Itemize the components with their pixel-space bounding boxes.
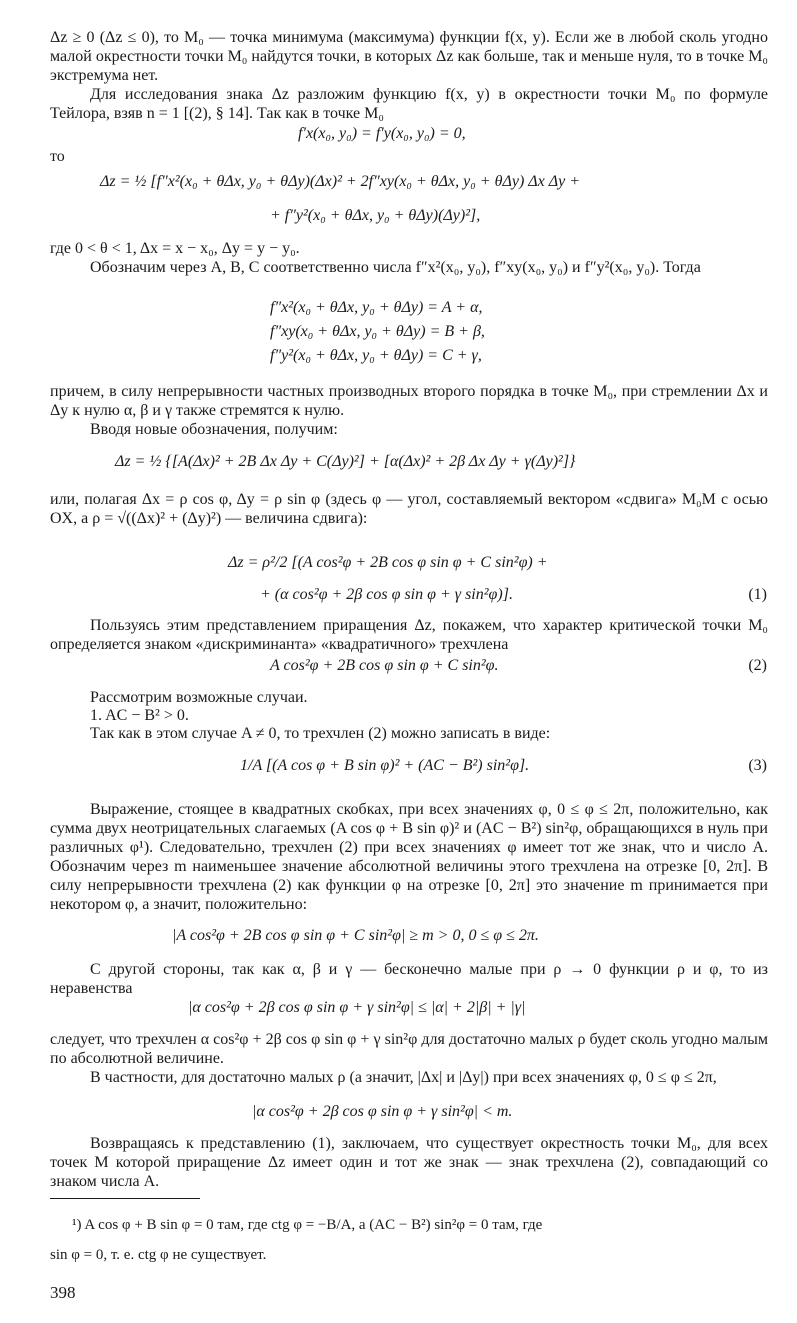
equation-min-bound: |A cos²φ + 2B cos φ sin φ + C sin²φ| ≥ m > 0, 0 ≤ φ ≤ 2π.	[172, 927, 539, 944]
page-number: 398	[50, 1283, 76, 1302]
paragraph-cases: Рассмотрим возможные случаи.	[90, 689, 308, 706]
footnote-divider	[50, 1198, 200, 1199]
paragraph-bracket-positive: Выражение, стоящее в квадратных скобках, при всех значениях φ, 0 ≤ φ ≤ 2π, положительно, как сумма двух неотрицательных слагаемых (A cos φ + B sin φ)² и (AC − B²) sin²φ, обращающихся в нуль при различных φ¹). Следовательно, трехчлен (2) при всех значениях φ имеет тот же знак, что и число A. Обозначим через m наименьшее значение абсолютной величины этого трехчлена на отрезке [0, 2π]. В силу непрерывности трехчлена (2) как функции φ на отрезке [0, 2π] это значение m принимается при некотором φ, а значит, положительно:	[50, 801, 768, 913]
word-then: то	[50, 148, 65, 165]
paragraph-polar-substitution: или, полагая Δx = ρ cos φ, Δy = ρ sin φ (здесь φ — угол, составляемый вектором «сдвига» M₀M с осью OX, а ρ = √((Δx)² + (Δy)²) — величина сдвига):	[50, 491, 768, 527]
equation-1-number: (1)	[748, 586, 767, 603]
equation-2-number: (2)	[748, 657, 767, 674]
paragraph-extremum-condition: Δz ≥ 0 (Δz ≤ 0), то M₀ — точка минимума (максимума) функции f(x, y). Если же в любой сколь угодно малой окрестности точки M₀ найдутся точки, в которых Δz как больше, так и меньше нуля, то в точке M₀ экстремума нет.	[50, 29, 768, 84]
equation-c-gamma: f″y²(x₀ + θΔx, y₀ + θΔy) = C + γ,	[270, 347, 482, 364]
paragraph-new-notation: Вводя новые обозначения, получим:	[90, 421, 338, 438]
paragraph-taylor-intro: Для исследования знака Δz разложим функцию f(x, y) в окрестности точки M₀ по формуле Тейлора, взяв n = 1 [(2), § 14]. Так как в точке M₀	[50, 86, 768, 122]
equation-taylor-line-2: + f″y²(x₀ + θΔx, y₀ + θΔy)(Δy)²],	[270, 207, 481, 224]
equation-taylor-line-1: Δz = ½ [f″x²(x₀ + θΔx, y₀ + θΔy)(Δx)² + 2f″xy(x₀ + θΔx, y₀ + θΔy) Δx Δy +	[100, 173, 581, 190]
equation-b-beta: f″xy(x₀ + θΔx, y₀ + θΔy) = B + β,	[270, 323, 485, 340]
equation-3-completed-square: 1/A [(A cos φ + B sin φ)² + (AC − B²) sin²φ].	[240, 757, 530, 774]
paragraph-denote-abc: Обозначим через A, B, C соответственно числа f″x²(x₀, y₀), f″xy(x₀, y₀) и f″y²(x₀, y₀). Тогда	[90, 259, 701, 276]
equation-2-trinomial: A cos²φ + 2B cos φ sin φ + C sin²φ.	[270, 657, 499, 674]
paragraph-continuity: причем, в силу непрерывности частных производных второго порядка в точке M₀, при стремлении Δx и Δy к нулю α, β и γ также стремятся к нулю.	[50, 383, 768, 419]
paragraph-conclusion: Возвращаясь к представлению (1), заключаем, что существует окрестность точки M₀, для всех точек M которой приращение Δz имеет один и тот же знак — знак трехчлена (2), совпадающий со знаком числа A.	[50, 1135, 768, 1190]
equation-abs-inequality: |α cos²φ + 2β cos φ sin φ + γ sin²φ| ≤ |α| + 2|β| + |γ|	[188, 999, 526, 1016]
equation-1-line-2: + (α cos²φ + 2β cos φ sin φ + γ sin²φ)].	[260, 586, 513, 603]
paragraph-discriminant: Пользуясь этим представлением приращения Δz, покажем, что характер критической точки M₀ определяется знаком «дискриминанта» «квадратичного» трехчлена	[50, 617, 768, 653]
paragraph-arbitrarily-small: следует, что трехчлен α cos²φ + 2β cos φ sin φ + γ sin²φ для достаточно малых ρ будет сколь угодно малым по абсолютной величине.	[50, 1031, 768, 1067]
equation-less-than-m: |α cos²φ + 2β cos φ sin φ + γ sin²φ| < m.	[252, 1103, 513, 1120]
equation-delta-z-expanded: Δz = ½ {[A(Δx)² + 2B Δx Δy + C(Δy)²] + [α(Δx)² + 2β Δx Δy + γ(Δy)²]}	[115, 453, 576, 470]
equation-gradient-zero: f′x(x₀, y₀) = f′y(x₀, y₀) = 0,	[298, 125, 466, 142]
paragraph-case-1-rewrite: Так как в этом случае A ≠ 0, то трехчлен (2) можно записать в виде:	[90, 725, 551, 742]
footnote-line-1: ¹) A cos φ + B sin φ = 0 там, где ctg φ = −B/A, а (AC − B²) sin²φ = 0 там, где	[72, 1217, 543, 1233]
paragraph-where-theta: где 0 < θ < 1, Δx = x − x₀, Δy = y − y₀.	[50, 240, 300, 257]
equation-1-line-1: Δz = ρ²/2 [(A cos²φ + 2B cos φ sin φ + C sin²φ) +	[228, 554, 548, 571]
equation-a-alpha: f″x²(x₀ + θΔx, y₀ + θΔy) = A + α,	[270, 299, 483, 316]
equation-3-number: (3)	[748, 757, 767, 774]
case-1-heading: 1. AC − B² > 0.	[90, 707, 189, 724]
footnote-line-2: sin φ = 0, т. е. ctg φ не существует.	[50, 1247, 267, 1263]
paragraph-small-rho: В частности, для достаточно малых ρ (а значит, |Δx| и |Δy|) при всех значениях φ, 0 ≤ φ ≤ 2π,	[90, 1069, 717, 1086]
paragraph-infinitesimals: С другой стороны, так как α, β и γ — бесконечно малые при ρ → 0 функции ρ и φ, то из неравенства	[50, 961, 769, 997]
